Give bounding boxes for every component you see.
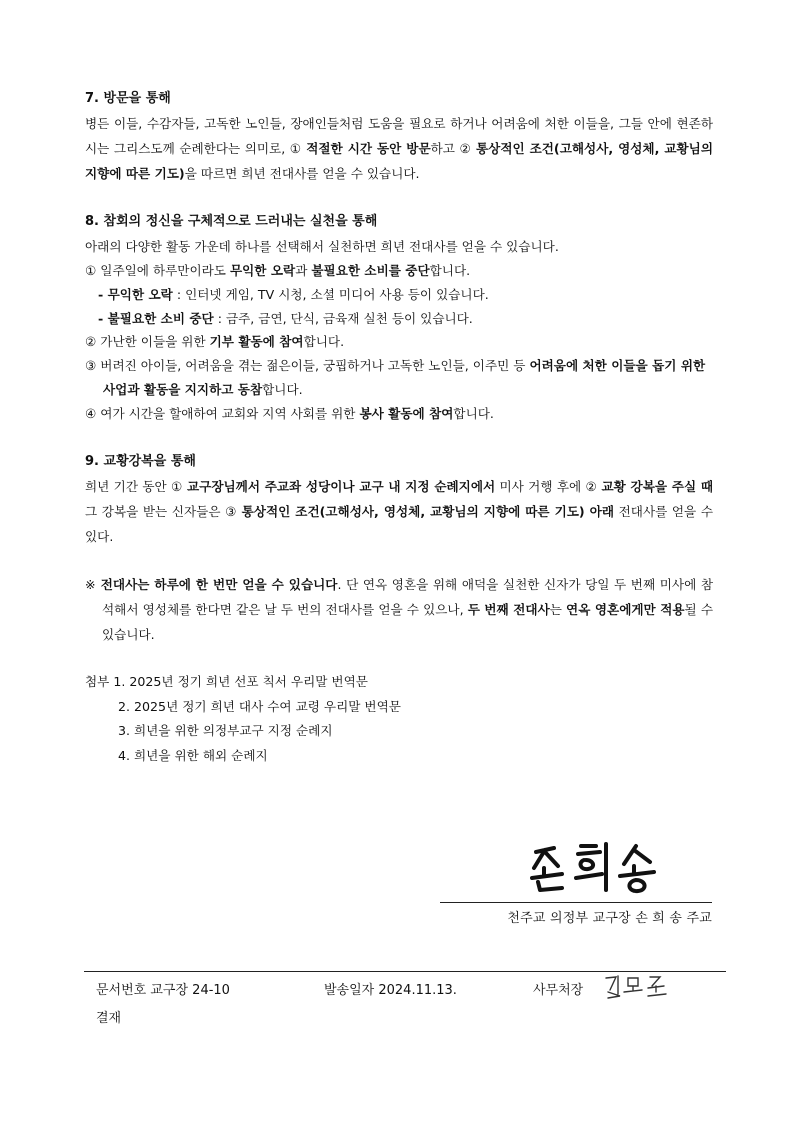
note-mark: ※	[85, 577, 101, 592]
attachments	[85, 670, 713, 768]
sub-item	[85, 283, 713, 307]
note-bold-2: 두 번째 전대사	[467, 602, 550, 617]
sub-item	[85, 307, 713, 331]
item-3-text-2: 합니다.	[262, 382, 303, 397]
document-number: 문서번호 교구장 24-10	[96, 983, 230, 998]
section-9-title: 9. 교황강복을 통해	[85, 454, 196, 469]
item-2-text: ② 가난한 이들을 위한	[85, 334, 210, 349]
item-1-text: ① 일주일에 하루만이라도	[85, 263, 230, 278]
s9-text-4: 전대사를 얻을 수 있다.	[85, 504, 714, 544]
note-text-1: . 단 연옥 영혼을 위해 애덕을 실천한 신자가 당일 두 번째 미사에 참석해서 영성체를 한다면 같은 날 두 번의 전대사를 얻을 수 있으나,	[102, 577, 714, 617]
item-1-bold-2: 불필요한 소비를 중단	[311, 263, 430, 278]
item-3-text: ③ 버려진 아이들, 어려움을 겪는 젊은이들, 궁핍하거나 고독한 노인들, 이주민 등	[85, 358, 530, 373]
section-9-paragraph	[85, 474, 713, 549]
attachment-item: 2. 2025년 정기 희년 대사 수여 교령 우리말 번역문	[118, 698, 401, 714]
s9-text-3: 그 강복을 받는 신자들은 ③	[85, 504, 242, 519]
sub-2-bold: - 불필요한 소비 중단	[98, 310, 214, 326]
footer	[96, 979, 716, 1026]
attachment-item: 1. 2025년 정기 희년 선포 칙서 우리말 번역문	[113, 674, 368, 689]
item-4-text-2: 합니다.	[453, 406, 494, 421]
note-bold-3: 연옥 영혼에게만 적용	[566, 602, 685, 617]
approval-label: 결재	[96, 1011, 122, 1026]
sub-1-text: : 인터넷 게임, TV 시청, 소셜 미디어 사용 등이 있습니다.	[172, 287, 489, 302]
item-2-bold: 기부 활동에 참여	[209, 334, 304, 349]
section-7-title: 7. 방문을 통해	[85, 91, 171, 106]
s9-bold-3: 통상적인 조건(고해성사, 영성체, 교황님의 지향에 따른 기도) 아래	[241, 504, 614, 519]
s9-bold-1: 교구장님께서 주교좌 성당이나 교구 내 지정 순례지에서	[187, 479, 496, 494]
section-7-paragraph	[85, 111, 713, 186]
item-1-text-3: 합니다.	[429, 263, 471, 278]
signature-line	[440, 902, 712, 903]
document-body	[85, 86, 713, 768]
list-item	[85, 402, 713, 426]
section-8-intro: 아래의 다양한 활동 가운데 하나를 선택해서 실천하면 희년 전대사를 얻을 수 있습니다.	[85, 239, 559, 254]
s7-text-3: 을 따르면 희년 전대사를 얻을 수 있습니다.	[184, 166, 420, 181]
item-1-bold-1: 무익한 오락	[229, 263, 296, 278]
item-4-text: ④ 여가 시간을 할애하여 교회와 지역 사회를 위한	[85, 406, 360, 421]
note-text-2: 는	[549, 602, 567, 617]
sub-2-text: : 금주, 금연, 단식, 금육재 실천 등이 있습니다.	[213, 310, 473, 326]
attachments-label: 첨부	[85, 674, 110, 689]
s7-text-1: 병든 이들, 수감자들, 고독한 노인들, 장애인들처럼 도움을 필요로 하거나 어려움에 처한 이들을, 그들 안에 현존하시는 그리스도께 순례한다는 의미로, ①	[85, 116, 713, 156]
list-item	[85, 354, 713, 402]
attachment-item: 4. 희년을 위한 해외 순례지	[118, 747, 268, 763]
list-item	[85, 330, 713, 354]
sent-date: 발송일자 2024.11.13.	[324, 983, 457, 998]
note-bold-1: 전대사는 하루에 한 번만 얻을 수 있습니다	[100, 577, 338, 592]
attachment-row	[85, 719, 713, 744]
s9-text-2: 미사 거행 후에 ②	[495, 479, 602, 494]
list-item	[85, 259, 713, 283]
signatory-name: 천주교 의정부 교구장 손 희 송 주교	[507, 911, 712, 926]
attachment-item: 3. 희년을 위한 의정부교구 지정 순례지	[118, 723, 333, 738]
section-8-title: 8. 참회의 정신을 구체적으로 드러내는 실천을 통해	[85, 214, 378, 229]
section-8-list	[85, 234, 713, 426]
item-4-bold: 봉사 활동에 참여	[359, 406, 454, 421]
attachment-row	[85, 670, 713, 695]
item-2-text-2: 합니다.	[303, 334, 345, 349]
s7-bold-1: 적절한 시간 동안 방문	[306, 141, 431, 156]
s7-text-2: 하고 ②	[430, 141, 476, 156]
sub-1-bold: - 무익한 오락	[98, 287, 173, 302]
secretary-signature-image	[602, 972, 672, 1000]
indulgence-note	[85, 572, 713, 647]
note-text-3: 될 수 있습니다.	[102, 602, 714, 642]
s7-bold-2: 통상적인 조건(고해성사, 영성체, 교황님의 지향에 따른 기도)	[85, 141, 713, 181]
item-3-bold: 어려움에 처한 이들을 돕기 위한 사업과 활동을 지지하고 동참	[103, 358, 706, 397]
bishop-signature-image	[526, 838, 676, 896]
s9-text-1: 희년 기간 동안 ①	[85, 479, 187, 494]
secretary-label: 사무처장	[533, 983, 584, 998]
item-1-text-2: 과	[295, 263, 312, 278]
attachment-row	[85, 744, 713, 769]
s9-bold-2: 교황 강복을 주실 때	[601, 479, 713, 494]
attachment-row	[85, 695, 713, 720]
